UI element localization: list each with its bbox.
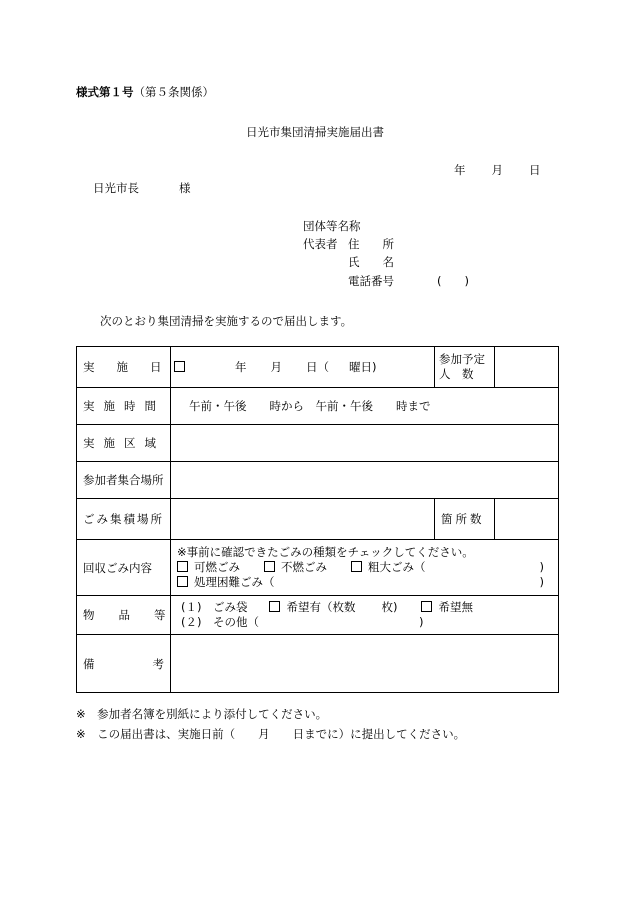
collection-place-label-cell bbox=[77, 499, 171, 540]
row-meeting bbox=[77, 462, 559, 499]
goods-line-2 bbox=[181, 615, 552, 630]
count-value-cell[interactable] bbox=[495, 499, 559, 540]
oversized-checkbox[interactable] bbox=[351, 561, 362, 572]
remarks-label: 備考 bbox=[83, 656, 222, 671]
collection-place-label: ごみ集積場所 bbox=[83, 512, 164, 526]
non-burnable-label: 不燃ごみ bbox=[281, 560, 327, 574]
bag-count-suffix: 枚) bbox=[381, 600, 398, 614]
count-label-cell bbox=[435, 499, 495, 540]
date-weekday-label: 曜日) bbox=[349, 360, 377, 374]
collected-label-cell bbox=[77, 540, 171, 596]
collected-label: 回収ごみ内容 bbox=[83, 560, 152, 575]
want-yes-label: 希望有（枚数 bbox=[286, 600, 356, 614]
phone-paren: ( ) bbox=[437, 274, 469, 288]
area-label: 実施区域 bbox=[83, 436, 165, 450]
row-goods bbox=[77, 596, 559, 635]
collected-line-2 bbox=[177, 575, 552, 590]
hard-to-process-label: 処理困難ごみ（ bbox=[194, 575, 275, 589]
hard-to-process-checkbox[interactable] bbox=[177, 576, 188, 587]
non-burnable-checkbox[interactable] bbox=[264, 561, 275, 572]
document-title: 日光市集団清掃実施届出書 bbox=[246, 125, 384, 139]
date-checkbox[interactable] bbox=[174, 361, 185, 372]
date-day: 日 bbox=[529, 163, 541, 177]
note-2: ※ この届出書は、実施日前（ 月 日までに）に提出してください。 bbox=[76, 727, 466, 741]
name-label: 氏 名 bbox=[348, 255, 394, 269]
time-value: 午前・午後 時から 午前・午後 時まで bbox=[189, 399, 431, 413]
addressee-name: 日光市長 bbox=[93, 181, 139, 195]
want-no-checkbox[interactable] bbox=[421, 601, 432, 612]
close-paren-2: ) bbox=[539, 575, 544, 589]
date-day-label: 日（ bbox=[306, 360, 329, 374]
collection-place-value-cell[interactable] bbox=[171, 499, 435, 540]
addressee-suffix: 様 bbox=[179, 181, 191, 195]
garbage-bag-label: (１) ごみ袋 bbox=[181, 600, 248, 614]
collected-line-1 bbox=[177, 560, 552, 575]
time-label: 実施時間 bbox=[83, 399, 165, 413]
note-1: ※ 参加者名簿を別紙により添付してください。 bbox=[76, 707, 328, 721]
participants-label-1: 参加予定 bbox=[439, 352, 485, 366]
date-line bbox=[454, 162, 541, 178]
row-date bbox=[77, 347, 559, 388]
goods-label: 物品等 bbox=[83, 608, 190, 622]
meeting-value-cell[interactable] bbox=[171, 462, 559, 499]
date-label: 実施日 bbox=[83, 360, 184, 374]
group-name-label: 団体等名称 bbox=[303, 219, 361, 233]
time-label-cell bbox=[77, 388, 171, 425]
area-value-cell[interactable] bbox=[171, 425, 559, 462]
date-value-cell[interactable] bbox=[171, 347, 435, 388]
goods-line-1 bbox=[181, 600, 552, 615]
row-area bbox=[77, 425, 559, 462]
form-number-rest: （第５条関係） bbox=[133, 85, 214, 99]
application-table bbox=[76, 346, 559, 693]
date-year: 年 bbox=[454, 163, 466, 177]
date-year-label: 年 bbox=[235, 360, 247, 374]
addressee bbox=[93, 180, 191, 196]
count-label: 箇所数 bbox=[441, 512, 485, 526]
goods-label-cell bbox=[77, 596, 190, 635]
collected-value-cell bbox=[171, 540, 559, 596]
close-paren-1: ) bbox=[539, 560, 544, 574]
want-no-label: 希望無 bbox=[438, 600, 473, 614]
address-label: 住 所 bbox=[348, 237, 394, 251]
row-collection-place bbox=[77, 499, 559, 540]
remarks-value-cell[interactable] bbox=[171, 635, 559, 693]
time-value-cell[interactable] bbox=[171, 388, 559, 425]
date-month: 月 bbox=[491, 163, 503, 177]
collected-note: ※事前に確認できたごみの種類をチェックしてください。 bbox=[177, 545, 474, 559]
meeting-label-cell bbox=[77, 462, 171, 499]
burnable-checkbox[interactable] bbox=[177, 561, 188, 572]
representative-label: 代表者 bbox=[303, 237, 338, 251]
burnable-label: 可燃ごみ bbox=[194, 560, 240, 574]
row-time bbox=[77, 388, 559, 425]
goods-value-cell bbox=[171, 596, 559, 635]
form-number bbox=[76, 84, 214, 100]
phone-label: 電話番号 bbox=[348, 274, 394, 288]
other-goods-close: ) bbox=[418, 615, 424, 629]
area-label-cell bbox=[77, 425, 171, 462]
meeting-label: 参加者集合場所 bbox=[83, 473, 164, 487]
want-yes-checkbox[interactable] bbox=[269, 601, 280, 612]
date-month-label: 月 bbox=[270, 360, 282, 374]
participants-label-2: 人 数 bbox=[439, 367, 474, 381]
form-number-bold: 様式第１号 bbox=[76, 85, 134, 99]
row-collected bbox=[77, 540, 559, 596]
participants-value-cell[interactable] bbox=[495, 347, 559, 388]
date-label-cell bbox=[77, 347, 184, 388]
remarks-label-cell bbox=[77, 635, 222, 693]
intro-text: 次のとおり集団清掃を実施するので届出します。 bbox=[100, 314, 353, 328]
oversized-label: 粗大ごみ（ bbox=[368, 560, 426, 574]
other-goods-label: (２) その他（ bbox=[181, 615, 259, 629]
participants-label-cell bbox=[435, 347, 495, 388]
row-remarks bbox=[77, 635, 559, 693]
